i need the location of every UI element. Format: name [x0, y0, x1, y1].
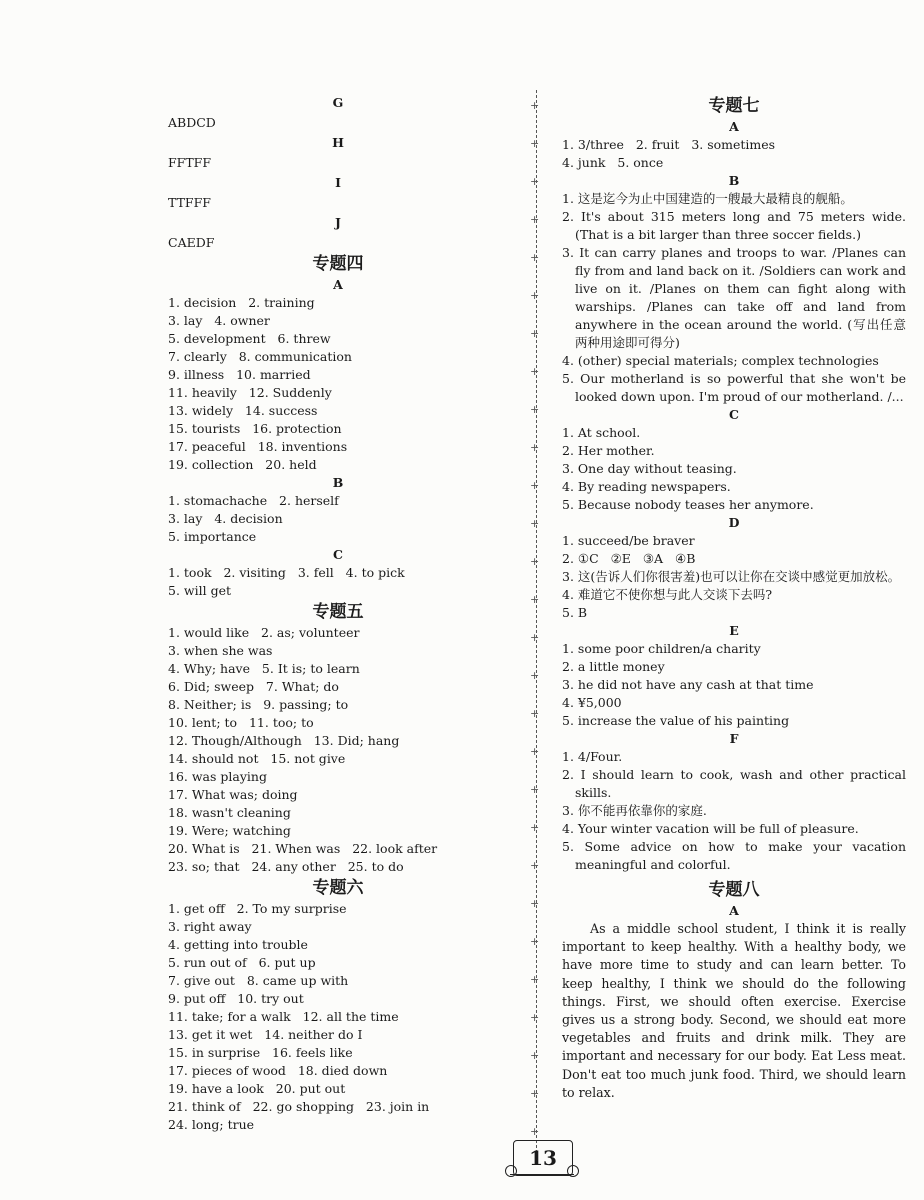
answer-line: 5. development 6. threw	[168, 331, 331, 346]
answer-line: CAEDF	[168, 235, 215, 250]
topic-heading: 专题八	[708, 880, 760, 900]
answer-line: 2. Her mother.	[562, 443, 655, 458]
divider-tick: +	[530, 593, 540, 606]
answer-line: 19. Were; watching	[168, 823, 291, 838]
answer-line: ABDCD	[168, 115, 216, 130]
answer-line: 1. 3/three 2. fruit 3. sometimes	[562, 137, 776, 152]
answer-line: 3. lay 4. decision	[168, 511, 283, 526]
right-column	[562, 94, 906, 1102]
divider-tick: +	[530, 403, 540, 416]
answer-line: 1. succeed/be braver	[562, 533, 695, 548]
answer-line: 1. took 2. visiting 3. fell 4. to pick	[168, 565, 405, 580]
answer-line: 13. widely 14. success	[168, 403, 318, 418]
section-label: E	[729, 623, 739, 638]
section-label: A	[729, 903, 739, 918]
answer-line: 1. 4/Four.	[562, 749, 623, 764]
answer-line: 2. a little money	[562, 659, 665, 674]
answer-line: 4. getting into trouble	[168, 937, 308, 952]
divider-tick: +	[530, 973, 540, 986]
answer-line: 3. right away	[168, 919, 252, 934]
answer-line: 5. Because nobody teases her anymore.	[562, 497, 814, 512]
section-label: B	[728, 173, 740, 188]
divider-tick: +	[530, 517, 540, 530]
answer-line: 7. clearly 8. communication	[168, 349, 352, 364]
answer-line: 4. Your winter vacation will be full of pleasure.	[562, 821, 859, 836]
answer-line: 3. It can carry planes and troops to war. /Planes can fly from and land back on it. /Soldiers can work and live on it. /Planes on them can fight along with warships. /Planes can take off and land from anywhere in the ocean around the world. (写出任意两种用途即可得分)	[562, 245, 906, 350]
section-label: B	[332, 475, 344, 490]
answer-line: 3. 这(告诉人们你很害羞)也可以让你在交谈中感觉更加放松。	[562, 569, 901, 584]
answer-line: 9. put off 10. try out	[168, 991, 304, 1006]
section-label: C	[729, 407, 739, 422]
answer-line: 13. get it wet 14. neither do I	[168, 1027, 363, 1042]
answer-line: 24. long; true	[168, 1117, 255, 1132]
answer-line: 11. take; for a walk 12. all the time	[168, 1009, 399, 1024]
answer-line: 2. I should learn to cook, wash and other practical skills.	[562, 767, 906, 800]
section-label: C	[333, 547, 343, 562]
answer-line: 4. ¥5,000	[562, 695, 622, 710]
section-label-g: G	[332, 95, 344, 110]
topic-heading: 专题六	[312, 878, 364, 898]
answer-line: 2. ①C ②E ③A ④B	[562, 551, 696, 566]
divider-tick: +	[530, 251, 540, 264]
answer-line: 3. One day without teasing.	[562, 461, 737, 476]
divider-tick: +	[530, 707, 540, 720]
answer-line: 17. peaceful 18. inventions	[168, 439, 348, 454]
answer-line: 18. wasn't cleaning	[168, 805, 291, 820]
section-label: A	[729, 119, 739, 134]
answer-line: 1. 这是迄今为止中国建造的一艘最大最精良的舰船。	[562, 191, 853, 206]
answer-line: 2. It's about 315 meters long and 75 meters wide. (That is a bit larger than three soccer fields.)	[562, 209, 906, 242]
divider-tick: +	[530, 479, 540, 492]
section-label: D	[728, 515, 740, 530]
divider-tick: +	[530, 821, 540, 834]
divider-tick: +	[530, 783, 540, 796]
divider-tick: +	[530, 935, 540, 948]
divider-tick: +	[530, 137, 540, 150]
divider-tick: +	[530, 441, 540, 454]
answer-line: 14. should not 15. not give	[168, 751, 346, 766]
section-label-h: H	[332, 135, 344, 150]
divider-tick: +	[530, 327, 540, 340]
answer-line: 5. increase the value of his painting	[562, 713, 790, 728]
answer-line: 1. At school.	[562, 425, 641, 440]
answer-line: FFTFF	[168, 155, 212, 170]
divider-tick: +	[530, 669, 540, 682]
answer-line: 5. Our motherland is so powerful that she won't be looked down upon. I'm proud of our motherland. /...	[562, 371, 906, 404]
divider-tick: +	[530, 365, 540, 378]
answer-line: 4. 难道它不使你想与此人交谈下去吗?	[562, 587, 773, 602]
answer-line: 1. some poor children/a charity	[562, 641, 761, 656]
topic-heading: 专题七	[708, 96, 760, 116]
section-label-j: J	[335, 215, 341, 230]
divider-tick: +	[530, 99, 540, 112]
answer-line: 1. would like 2. as; volunteer	[168, 625, 360, 640]
answer-line: 17. pieces of wood 18. died down	[168, 1063, 388, 1078]
divider-tick: +	[530, 1087, 540, 1100]
answer-line: 8. Neither; is 9. passing; to	[168, 697, 349, 712]
answer-line: 1. stomachache 2. herself	[168, 493, 339, 508]
topic-heading: 专题五	[312, 602, 364, 622]
left-column	[168, 94, 508, 1134]
answer-line: 5. importance	[168, 529, 257, 544]
section-label-i: I	[335, 175, 341, 190]
answer-line: 4. Why; have 5. It is; to learn	[168, 661, 360, 676]
divider-tick: +	[530, 859, 540, 872]
answer-list	[168, 294, 508, 474]
answer-line: 20. What is 21. When was 22. look after	[168, 841, 438, 856]
divider-tick: +	[530, 1011, 540, 1024]
divider-tick: +	[530, 213, 540, 226]
answer-line: 7. give out 8. came up with	[168, 973, 349, 988]
answer-line: 15. in surprise 16. feels like	[168, 1045, 353, 1060]
divider-tick: +	[530, 897, 540, 910]
divider-tick: +	[530, 1125, 540, 1138]
answer-line: 3. he did not have any cash at that time	[562, 677, 814, 692]
divider-tick: +	[530, 555, 540, 568]
answer-line: 1. get off 2. To my surprise	[168, 901, 347, 916]
divider-tick: +	[530, 745, 540, 758]
answer-line: 5. B	[562, 605, 588, 620]
answer-line: 10. lent; to 11. too; to	[168, 715, 314, 730]
answer-line: 15. tourists 16. protection	[168, 421, 342, 436]
answer-line: 11. heavily 12. Suddenly	[168, 385, 332, 400]
answer-line: 17. What was; doing	[168, 787, 298, 802]
divider-tick: +	[530, 175, 540, 188]
answer-line: 5. run out of 6. put up	[168, 955, 316, 970]
answer-line: 3. when she was	[168, 643, 273, 658]
answer-line: 5. will get	[168, 583, 231, 598]
divider-tick: +	[530, 289, 540, 302]
answer-line: 3. 你不能再依靠你的家庭.	[562, 803, 707, 818]
answer-line: 4. junk 5. once	[562, 155, 664, 170]
section-label: A	[333, 277, 343, 292]
answer-line: 21. think of 22. go shopping 23. join in	[168, 1099, 430, 1114]
answer-line: 5. Some advice on how to make your vacation meaningful and colorful.	[562, 839, 906, 872]
answer-line: TTFFF	[168, 195, 211, 210]
answer-line: 19. collection 20. held	[168, 457, 317, 472]
section-label: F	[729, 731, 739, 746]
page-number: 13	[513, 1140, 573, 1176]
divider-tick: +	[530, 1049, 540, 1062]
answer-line: 4. (other) special materials; complex technologies	[562, 353, 879, 368]
answer-line: 1. decision 2. training	[168, 295, 315, 310]
essay-paragraph: As a middle school student, I think it is really important to keep healthy. With a healthy body, we have more time to study and can learn better. To keep healthy, I think we should do the following things. First, we should often exercise. Exercise gives us a strong body. Second, we should eat more vegetables and fruits and drink milk. They are important and necessary for our body. Eat Less meat. Don't eat too much junk food. Third, we should learn to relax.	[562, 921, 906, 1100]
divider-tick: +	[530, 631, 540, 644]
topic-heading: 专题四	[312, 254, 364, 274]
answer-line: 4. By reading newspapers.	[562, 479, 731, 494]
answer-line: 16. was playing	[168, 769, 267, 784]
answer-line: 23. so; that 24. any other 25. to do	[168, 859, 404, 874]
answer-line: 3. lay 4. owner	[168, 313, 270, 328]
answer-line: 9. illness 10. married	[168, 367, 311, 382]
answer-line: 19. have a look 20. put out	[168, 1081, 346, 1096]
answer-line: 6. Did; sweep 7. What; do	[168, 679, 339, 694]
answer-line: 12. Though/Although 13. Did; hang	[168, 733, 400, 748]
